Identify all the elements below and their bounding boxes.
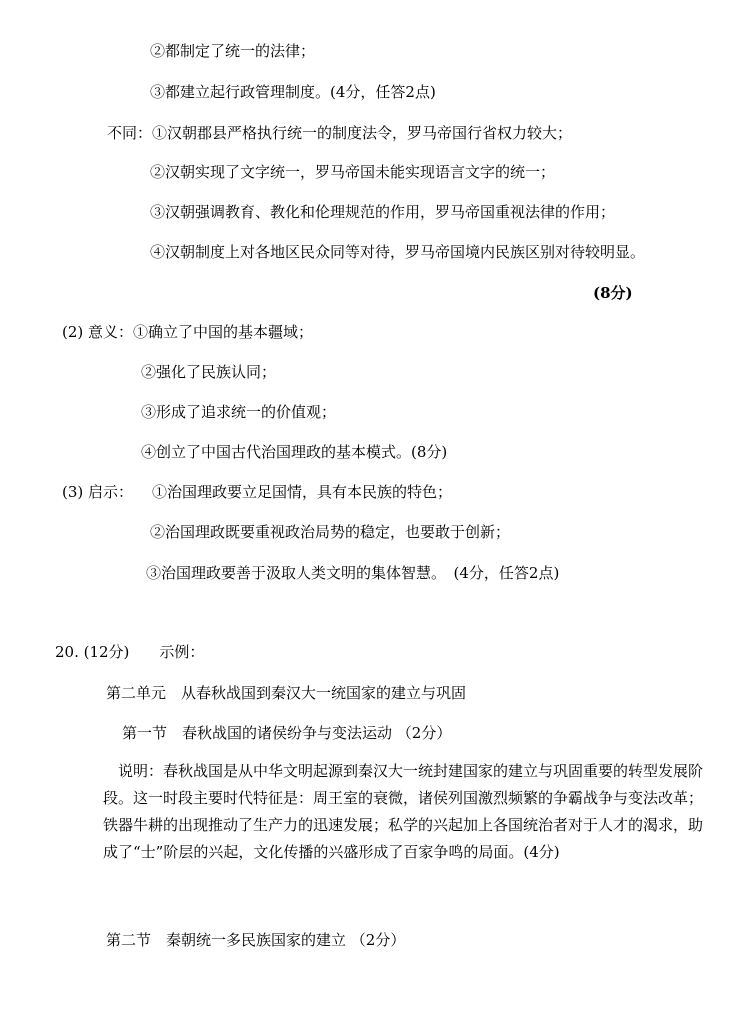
significance-item-3: ③形成了追求统一的价值观；	[141, 403, 337, 421]
significance-item-1: ①确立了中国的基本疆域；	[133, 323, 314, 341]
insight-item-3: ③治国理政要善于汲取人类文明的集体智慧。 (4分，任答2点)	[146, 564, 560, 582]
difference-item-3: ③汉朝强调教育、教化和伦理规范的作用，罗马帝国重视法律的作用；	[150, 203, 616, 221]
insight-item-1: ①治国理政要立足国情，具有本民族的特色；	[152, 483, 453, 501]
difference-item-1: ①汉朝郡县严格执行统一的制度法令，罗马帝国行省权力较大；	[152, 124, 573, 142]
difference-block	[107, 123, 572, 143]
section-two-title: 第二节 秦朝统一多民族国家的建立 （2分）	[106, 931, 406, 949]
question-20-header: 20. (12分) 示例：	[55, 643, 205, 661]
insight-label: (3) 启示：	[62, 483, 134, 501]
insight-block	[62, 482, 452, 502]
unit-title: 第二单元 从春秋战国到秦汉大一统国家的建立与巩固	[106, 684, 467, 702]
significance-label: (2) 意义：	[62, 323, 134, 341]
difference-item-4: ④汉朝制度上对各地区民众同等对待，罗马帝国境内民族区别对待较明显。	[150, 243, 646, 261]
similar-item-2: ②都制定了统一的法律；	[150, 42, 316, 60]
significance-item-4: ④创立了中国古代治国理政的基本模式。(8分)	[141, 443, 448, 461]
significance-item-2: ②强化了民族认同；	[141, 363, 277, 381]
significance-block	[62, 322, 313, 342]
insight-item-2: ②治国理政既要重视政治局势的稳定，也要敢于创新；	[150, 523, 511, 541]
section-one-explanation: 说明：春秋战国是从中华文明起源到秦汉大一统封建国家的建立与巩固重要的转型发展阶段。这一时段主要时代特征是：周王室的衰微，诸侯列国激烈频繁的争霸战争与变法改革；铁器牛耕的出现推动了生产力的迅速发展；私学的兴起加上各国统治者对于人才的渴求，助成了“士”阶层的兴起，文化传播的兴盛形成了百家争鸣的局面。(4分)	[103, 762, 704, 861]
difference-score: (8分)	[593, 284, 633, 302]
difference-item-2: ②汉朝实现了文字统一，罗马帝国未能实现语言文字的统一；	[150, 163, 556, 181]
section-one-title: 第一节 春秋战国的诸侯纷争与变法运动 （2分）	[122, 724, 452, 742]
difference-label: 不同：	[107, 124, 153, 142]
similar-item-3: ③都建立起行政管理制度。(4分，任答2点)	[150, 83, 436, 101]
